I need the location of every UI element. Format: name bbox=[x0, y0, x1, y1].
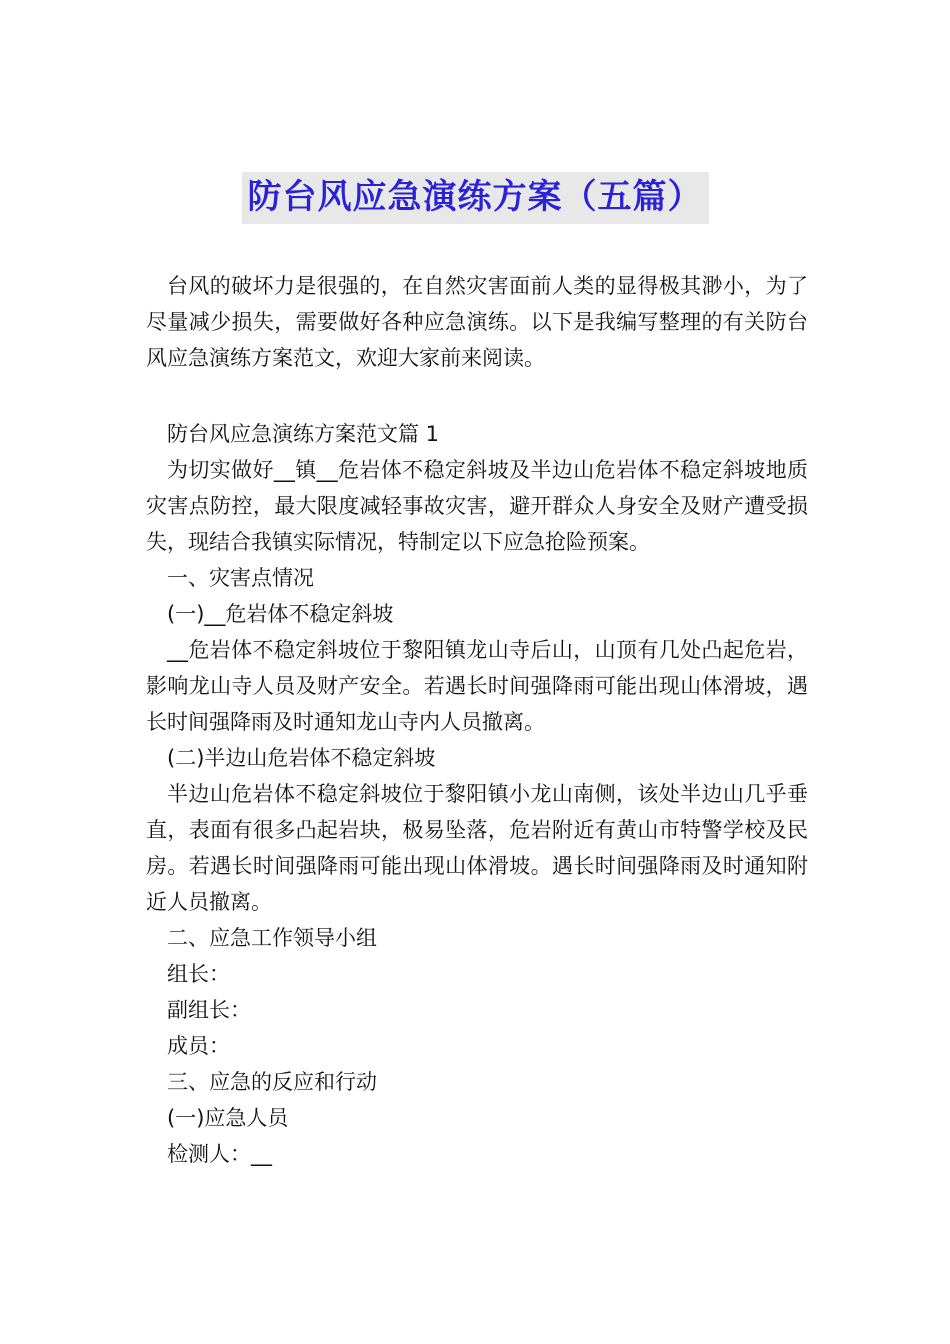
paragraph-3: 半边山危岩体不稳定斜坡位于黎阳镇小龙山南侧，该处半边山几乎垂直，表面有很多凸起岩块，极易坠落，危岩附近有黄山市特警学校及民房。若遇长时间强降雨可能出现山体滑坡。遇长时间强降雨及时通知附近人员撤离。 bbox=[146, 782, 808, 914]
heading-3: 三、应急的反应和行动 bbox=[167, 1070, 377, 1094]
paragraph-1: 为切实做好__镇__危岩体不稳定斜坡及半边山危岩体不稳定斜坡地质灾害点防控，最大限度减轻事故灾害，避开群众人身安全及财产遭受损失，现结合我镇实际情况，特制定以下应急抢险预案。 bbox=[146, 458, 808, 554]
heading-1: 一、灾害点情况 bbox=[167, 566, 314, 590]
members-line: 成员： bbox=[167, 1034, 230, 1058]
section-heading: 防台风应急演练方案范文篇 1 bbox=[167, 422, 440, 446]
content-block bbox=[146, 416, 808, 1172]
deputy-line: 副组长： bbox=[167, 998, 251, 1022]
document-title: 防台风应急演练方案（五篇） bbox=[242, 172, 709, 224]
paragraph-2: __危岩体不稳定斜坡位于黎阳镇龙山寺后山，山顶有几处凸起危岩，影响龙山寺人员及财产安全。若遇长时间强降雨可能出现山体滑坡，遇长时间强降雨及时通知龙山寺内人员撤离。 bbox=[146, 638, 808, 734]
heading-2: 二、应急工作领导小组 bbox=[167, 926, 377, 950]
intro-block bbox=[146, 268, 808, 376]
leader-line: 组长： bbox=[167, 962, 230, 986]
subheading-1b: (二)半边山危岩体不稳定斜坡 bbox=[167, 746, 436, 770]
subheading-1a: (一)__危岩体不稳定斜坡 bbox=[167, 602, 394, 626]
intro-paragraph: 台风的破坏力是很强的，在自然灾害面前人类的显得极其渺小，为了尽量减少损失，需要做好各种应急演练。以下是我编写整理的有关防台风应急演练方案范文，欢迎大家前来阅读。 bbox=[146, 274, 808, 370]
subheading-3a: (一)应急人员 bbox=[167, 1106, 289, 1130]
title-container bbox=[0, 172, 950, 224]
monitor-line: 检测人：__ bbox=[167, 1142, 272, 1166]
